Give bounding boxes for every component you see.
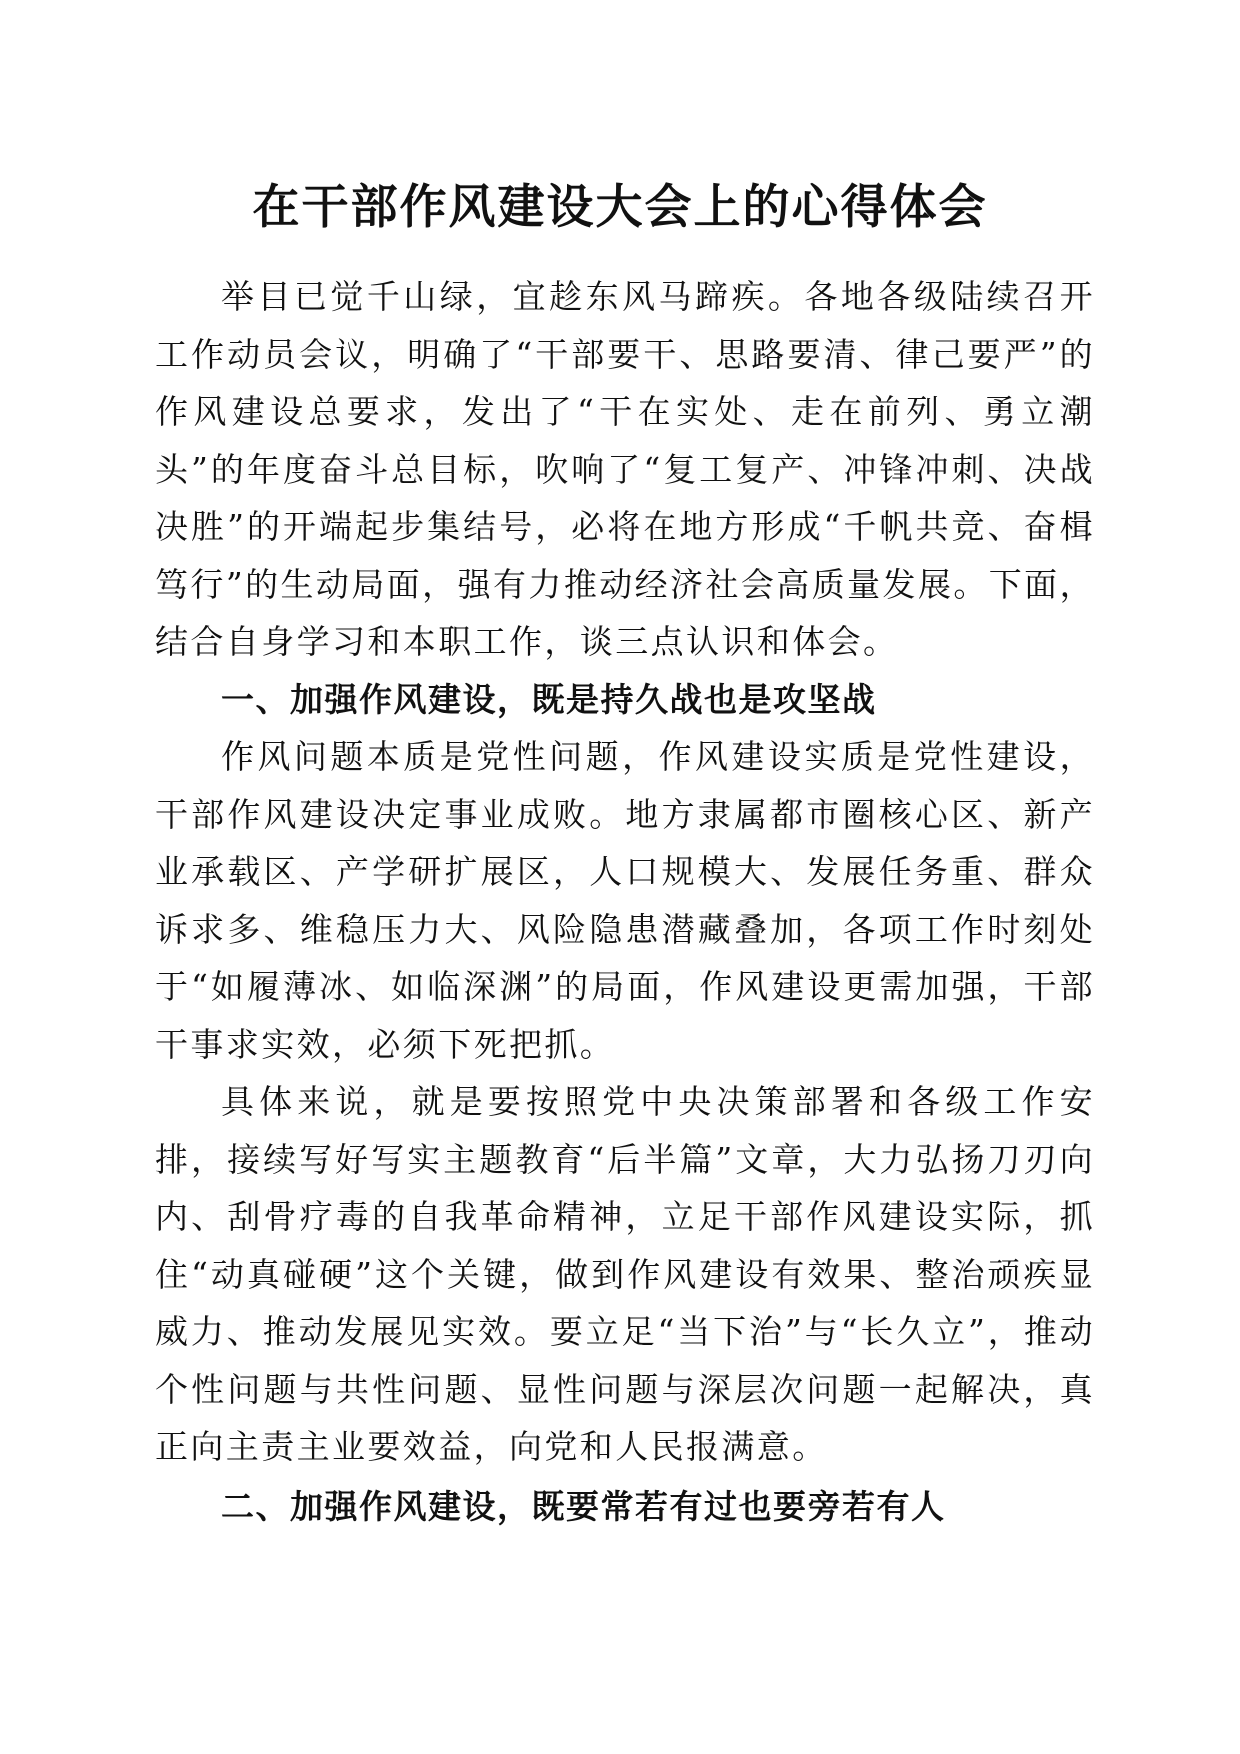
document-body bbox=[155, 268, 1095, 1535]
section-heading-2: 二、加强作风建设，既要常若有过也要旁若有人 bbox=[221, 1486, 946, 1526]
section-1-paragraph-2: 具体来说，就是要按照党中央决策部署和各级工作安排，接续写好写实主题教育“后半篇”文章，大力弘扬刀刃向内、刮骨疗毒的自我革命精神，立足干部作风建设实际，抓住“动真碰硬”这个关键，做到作风建设有效果、整治顽疾显威力、推动发展见实效。要立足“当下治”与“长久立”，推动个性问题与共性问题、显性问题与深层次问题一起解决，真正向主责主业要效益，向党和人民报满意。 bbox=[155, 1082, 1095, 1466]
document-title: 在干部作风建设大会上的心得体会 bbox=[252, 180, 988, 235]
intro-paragraph: 举目已觉千山绿，宜趁东风马蹄疾。各地各级陆续召开工作动员会议，明确了“干部要干、思路要清、律己要严”的作风建设总要求，发出了“干在实处、走在前列、勇立潮头”的年度奋斗总目标，吹响了“复工复产、冲锋冲刺、决战决胜”的开端起步集结号，必将在地方形成“千帆共竞、奋楫笃行”的生动局面，强有力推动经济社会高质量发展。下面，结合自身学习和本职工作，谈三点认识和体会。 bbox=[155, 277, 1095, 661]
section-1-paragraph-1: 作风问题本质是党性问题，作风建设实质是党性建设，干部作风建设决定事业成败。地方隶属都市圈核心区、新产业承载区、产学研扩展区，人口规模大、发展任务重、群众诉求多、维稳压力大、风险隐患潜藏叠加，各项工作时刻处于“如履薄冰、如临深渊”的局面，作风建设更需加强，干部干事求实效，必须下死把抓。 bbox=[155, 737, 1095, 1064]
section-heading-1: 一、加强作风建设，既是持久战也是攻坚战 bbox=[221, 679, 877, 719]
